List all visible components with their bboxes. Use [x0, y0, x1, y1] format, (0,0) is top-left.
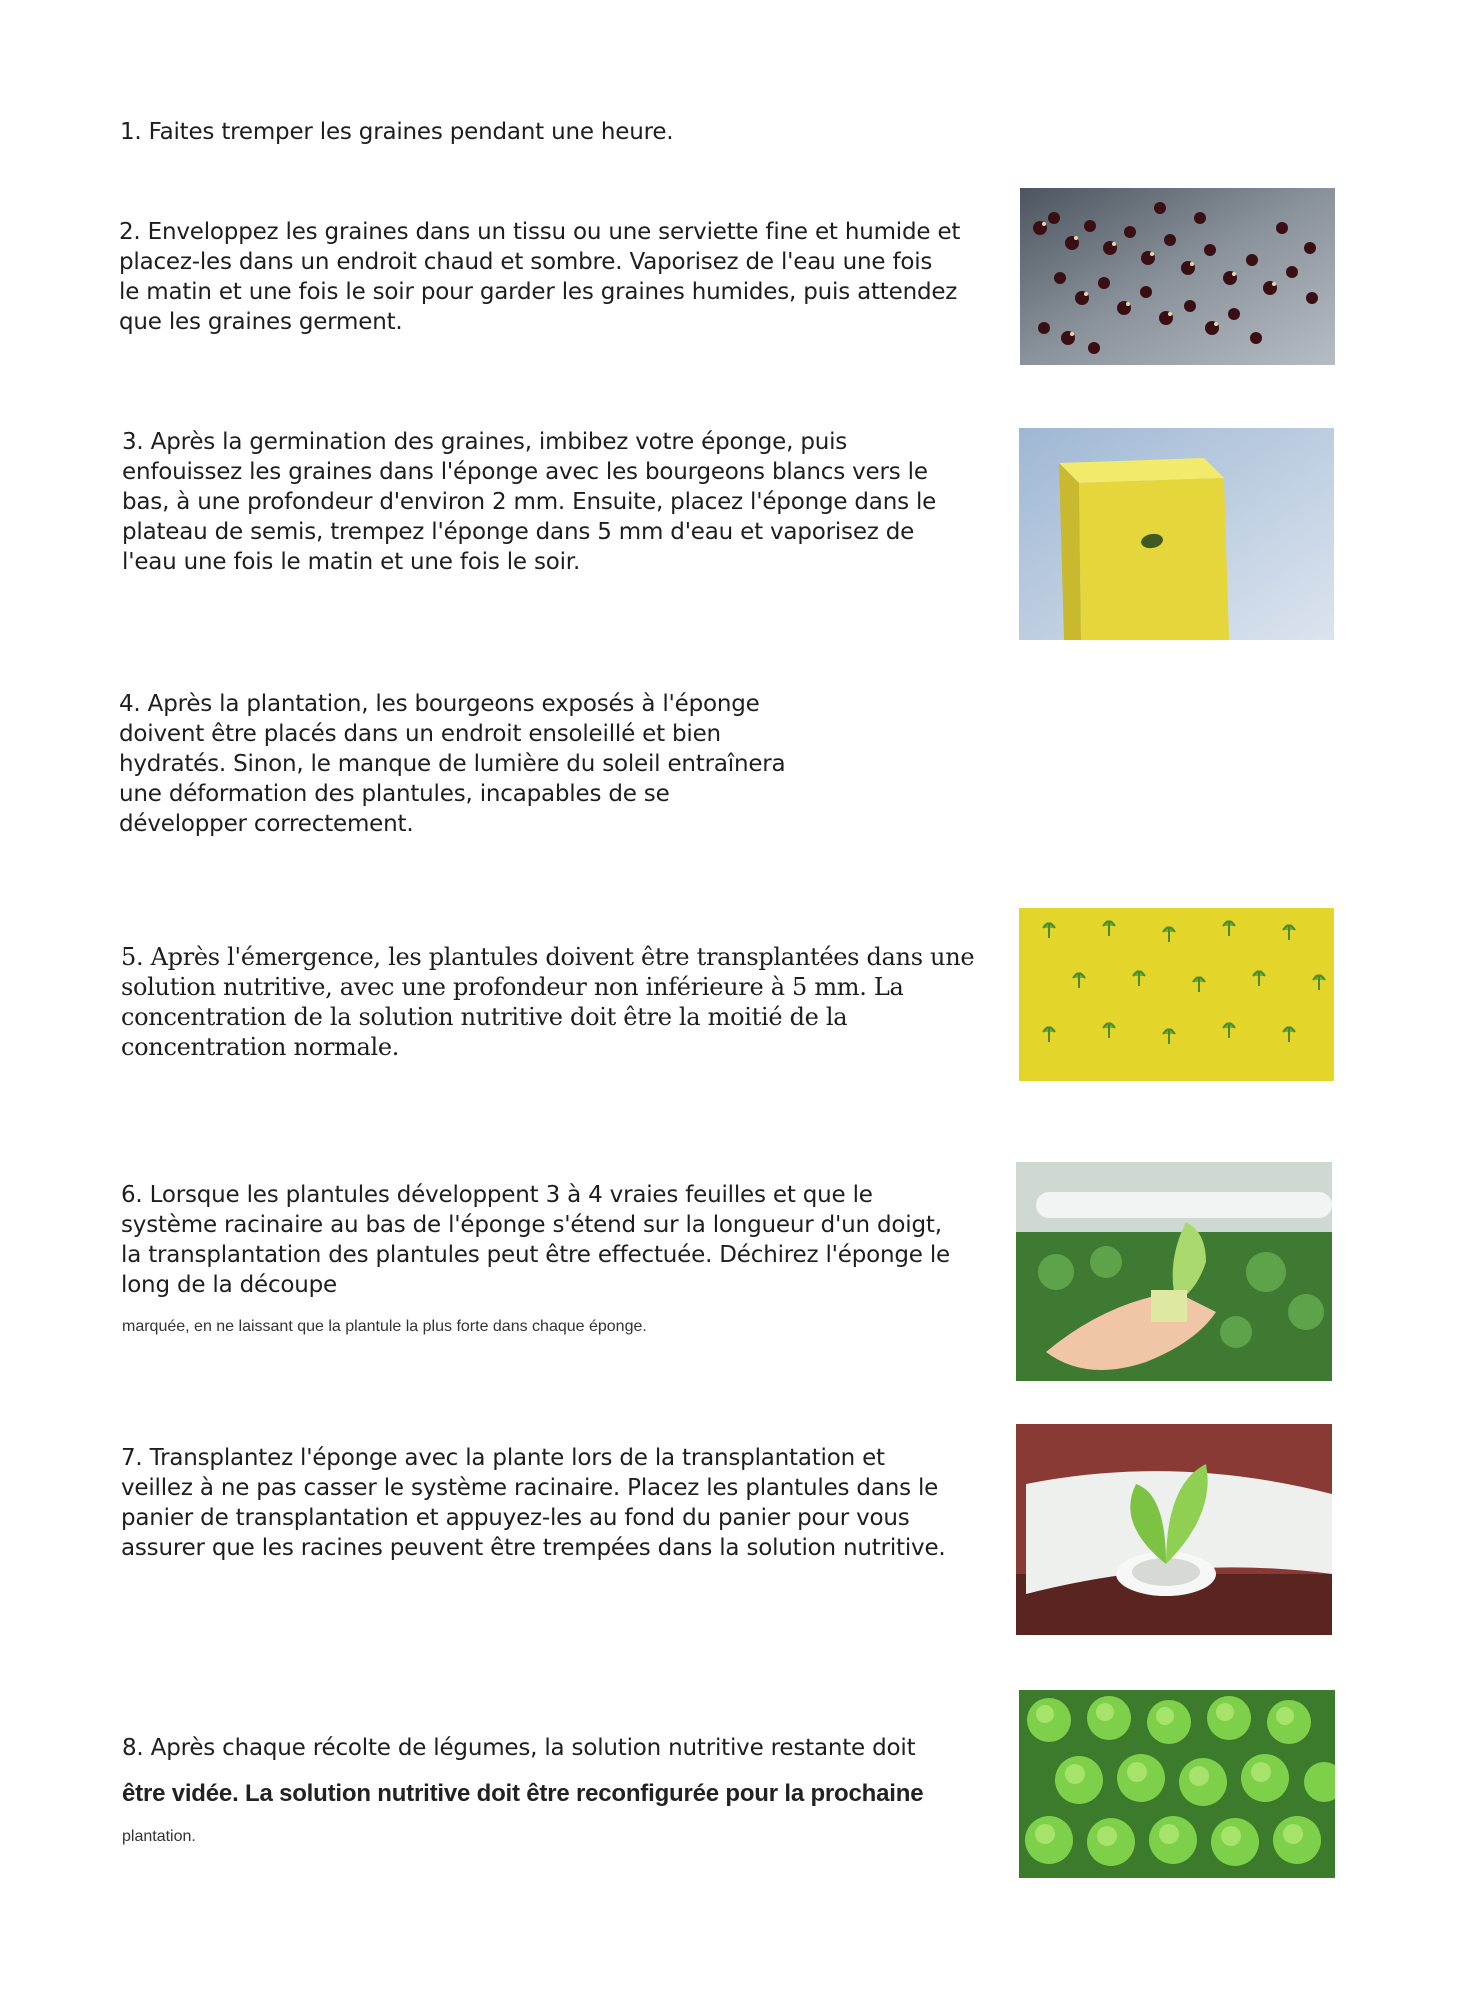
- step-7-text: 7. Transplantez l'éponge avec la plante lors de la transplantation et veillez à ne pas casser le système racinaire. Placez les plantules dans le panier de transplantation et appuyez-les au fond du panier pour vous assurer que les racines peuvent être trempées dans la solution nutritive.: [121, 1445, 946, 1561]
- seedling-in-hand-photo: [1016, 1162, 1332, 1381]
- step-8-line-2: être vidée. La solution nutritive doit être reconfigurée pour la prochaine: [122, 1780, 924, 1807]
- sponge-seed-photo: [1019, 428, 1334, 640]
- step-6-note: marquée, en ne laissant que la plantule la plus forte dans chaque éponge.: [122, 1318, 647, 1335]
- transplant-basket-photo: [1016, 1424, 1332, 1635]
- step-5-text: 5. Après l'émergence, les plantules doivent être transplantées dans une solution nutritive, avec une profondeur non inférieure à 5 mm. La concentration de la solution nutritive doit être la moitié de la concentration normale.: [121, 943, 975, 1061]
- lettuce-harvest-photo: [1019, 1690, 1335, 1878]
- seedlings-tray-photo: [1019, 908, 1334, 1081]
- step-1-text: 1. Faites tremper les graines pendant une heure.: [120, 119, 674, 145]
- germinating-seeds-photo: [1020, 188, 1335, 365]
- step-8-text: 8. Après chaque récolte de légumes, la solution nutritive restante doit: [122, 1735, 916, 1761]
- step-8-note: plantation.: [122, 1828, 196, 1845]
- step-4-text: 4. Après la plantation, les bourgeons exposés à l'éponge doivent être placés dans un endroit ensoleillé et bien hydratés. Sinon, le manque de lumière du soleil entraînera une déformation des plantules, incapables de se développer correctement.: [119, 691, 786, 837]
- step-3-text: 3. Après la germination des graines, imbibez votre éponge, puis enfouissez les graines dans l'éponge avec les bourgeons blancs vers le bas, à une profondeur d'environ 2 mm. Ensuite, placez l'éponge dans le plateau de semis, trempez l'éponge dans 5 mm d'eau et vaporisez de l'eau une fois le matin et une fois le soir.: [122, 429, 937, 575]
- step-6-text: 6. Lorsque les plantules développent 3 à 4 vraies feuilles et que le système racinaire au bas de l'éponge s'étend sur la longueur d'un doigt, la transplantation des plantules peut être effectuée. Déchirez l'éponge le long de la découpe: [121, 1182, 950, 1298]
- step-2-text: 2. Enveloppez les graines dans un tissu ou une serviette fine et humide et placez-les dans un endroit chaud et sombre. Vaporisez de l'eau une fois le matin et une fois le soir pour garder les graines humides, puis attendez que les graines germent.: [119, 219, 961, 335]
